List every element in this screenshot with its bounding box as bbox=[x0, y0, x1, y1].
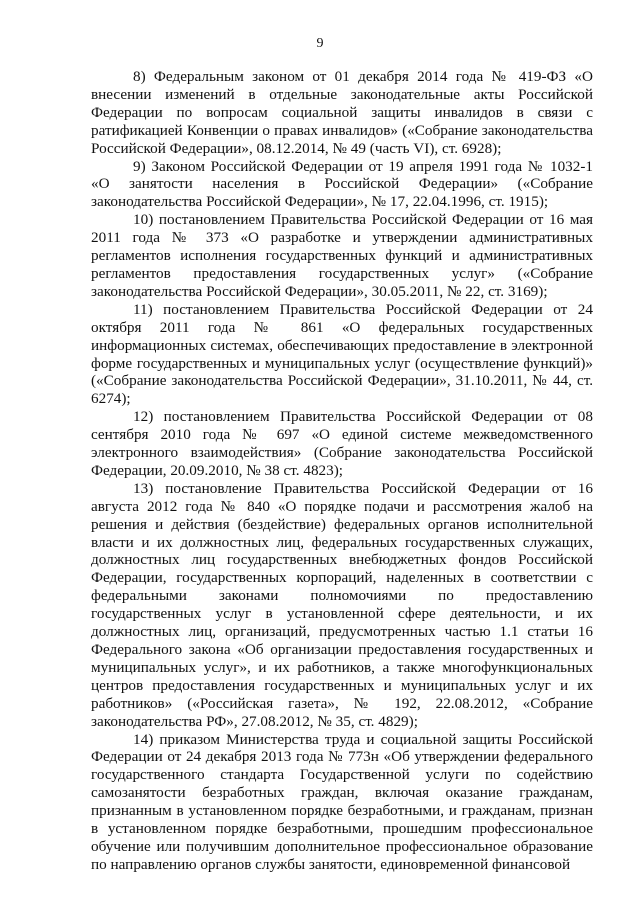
page-number: 9 bbox=[316, 36, 324, 51]
paragraph-item-9: 9) Законом Российской Федерации от 19 апреля 1991 года № 1032-1 «О занятости населения в Российской Федерации» («Собрание законодательства Российской Федерации», № 17, 22.04.1996, ст. 1915); bbox=[91, 157, 593, 211]
paragraph-item-10: 10) постановлением Правительства Российской Федерации от 16 мая 2011 года № 373 «О разработке и утверждении административных регламентов исполнения государственных функций и административных регламентов предоставления государственных услуг» («Собрание законодательства Российской Федерации», 30.05.2011, № 22, ст. 3169); bbox=[91, 211, 593, 300]
paragraph-item-14: 14) приказом Министерства труда и социальной защиты Российской Федерации от 24 декабря 2013 года № 773н «Об утверждении федерального государственного стандарта Государственной услуги по содействию самозанятости безработных граждан, включая оказание гражданам, признанным в установленном порядке безработными, и гражданам, признан в установленном порядке безработными, прошедшим профессиональное обучение или получившим дополнительное профессиональное образование по направлению органов службы занятости, единовременной финансовой bbox=[91, 730, 593, 873]
paragraph-item-11: 11) постановлением Правительства Российской Федерации от 24 октября 2011 года № 861 «О федеральных государственных информационных системах, обеспечивающих предоставление в электронной форме государственных и муниципальных услуг (осуществление функций)» («Собрание законодательства Российской Федерации», 31.10.2011, № 44, ст. 6274); bbox=[91, 300, 593, 408]
paragraph-item-8: 8) Федеральным законом от 01 декабря 2014 года № 419-ФЗ «О внесении изменений в отдельные законодательные акты Российской Федерации по вопросам социальной защиты инвалидов в связи с ратификацией Конвенции о правах инвалидов» («Собрание законодательства Российской Федерации», 08.12.2014, № 49 (часть VI), ст. 6928); bbox=[91, 68, 593, 157]
document-body bbox=[91, 68, 593, 874]
paragraph-item-12: 12) постановлением Правительства Российской Федерации от 08 сентября 2010 года № 697 «О единой системе межведомственного электронного взаимодействия» (Собрание законодательства Российской Федерации, 20.09.2010, № 38 ст. 4823); bbox=[91, 408, 593, 479]
paragraph-item-13: 13) постановление Правительства Российской Федерации от 16 августа 2012 года № 840 «О порядке подачи и рассмотрения жалоб на решения и действия (бездействие) федеральных органов исполнительной власти и их должностных лиц, федеральных государственных служащих, должностных лиц государственных внебюджетных фондов Российской Федерации, государственных корпораций, наделенных в соответствии с федеральными законами полномочиями по предоставлению государственных услуг в установленной сфере деятельности, и их должностных лиц, организаций, предусмотренных частью 1.1 статьи 16 Федерального закона «Об организации предоставления государственных и муниципальных услуг», и их работников, а также многофункциональных центров предоставления государственных и муниципальных услуг и их работников» («Российская газета», № 192, 22.08.2012, «Собрание законодательства РФ», 27.08.2012, № 35, ст. 4829); bbox=[91, 479, 593, 730]
